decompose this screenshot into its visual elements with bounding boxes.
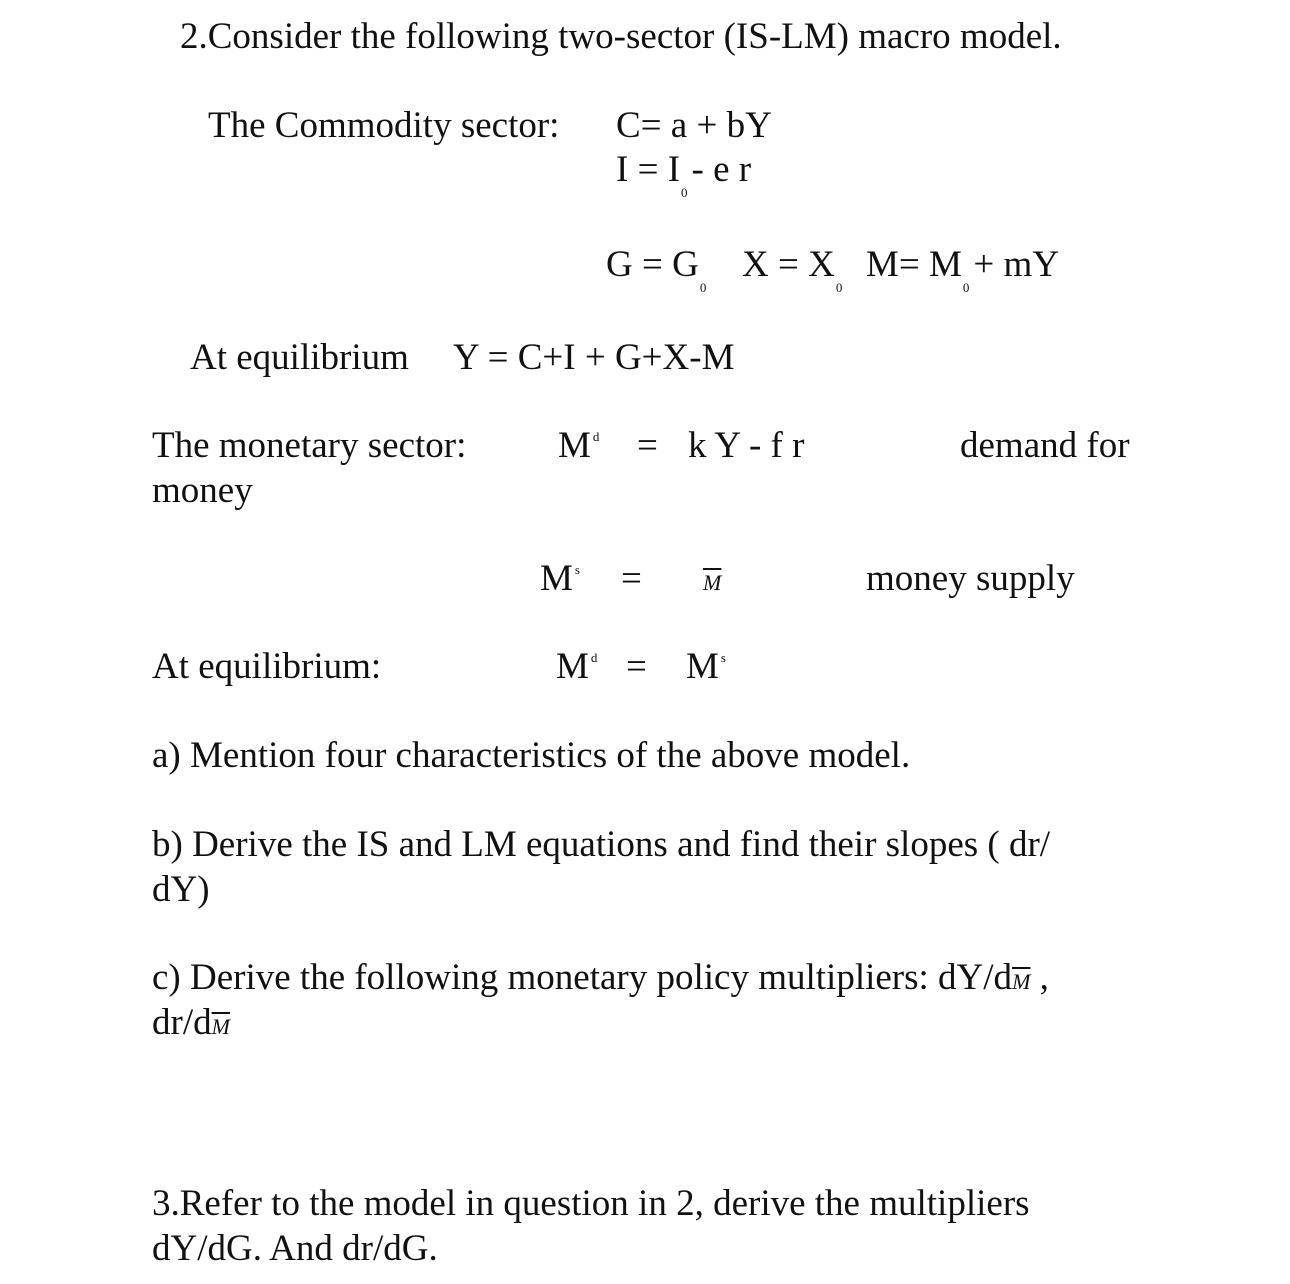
equilibrium-label: At equilibrium bbox=[190, 337, 409, 378]
investment-rhs: - e r bbox=[691, 149, 752, 190]
ms-superscript: s bbox=[574, 562, 580, 577]
commodity-sector-label: The Commodity sector: bbox=[208, 105, 560, 146]
money-supply-equals: = bbox=[621, 558, 642, 599]
money-equilibrium-rhs bbox=[686, 645, 726, 696]
money-supply-rhs: $\overline{M}$ bbox=[703, 570, 722, 595]
monetary-sector-label: The monetary sector: bbox=[152, 425, 467, 466]
m-rhs: + mY bbox=[973, 244, 1060, 285]
export-equation bbox=[742, 243, 846, 294]
g-lhs: G = G bbox=[606, 244, 699, 285]
consumption-equation: C= a + bY bbox=[616, 105, 772, 146]
money-equilibrium-label: At equilibrium: bbox=[152, 646, 382, 687]
part-c-mbar-2: $\overline{M}$ bbox=[211, 1014, 230, 1039]
money-supply-symbol bbox=[540, 557, 580, 608]
part-b-line-2: dY) bbox=[152, 869, 210, 910]
eq2-rhs: M bbox=[686, 646, 719, 687]
ms-symbol: M bbox=[540, 558, 573, 599]
part-c-text: c) Derive the following monetary policy multipliers: dY/d bbox=[152, 957, 1013, 998]
part-c-comma: , bbox=[1030, 957, 1049, 998]
money-equilibrium-lhs bbox=[556, 645, 597, 696]
part-c-line-2 bbox=[152, 1001, 230, 1049]
money-supply-description: money supply bbox=[866, 558, 1075, 599]
x-subscript: 0 bbox=[835, 280, 843, 295]
equilibrium-equation: Y = C+I + G+X-M bbox=[453, 337, 735, 378]
eq2-lhs: M bbox=[556, 646, 589, 687]
question-3-line-2: dY/dG. And dr/dG. bbox=[152, 1228, 438, 1269]
eq2-lhs-superscript: d bbox=[590, 650, 598, 665]
import-equation bbox=[866, 243, 1059, 294]
eq2-rhs-superscript: s bbox=[720, 650, 726, 665]
x-lhs: X = X bbox=[742, 244, 835, 285]
question-2-heading: 2.Consider the following two-sector (IS-LM) macro model. bbox=[180, 16, 1062, 57]
money-demand-description: demand for bbox=[960, 425, 1130, 466]
money-demand-rhs: k Y - f r bbox=[688, 425, 805, 466]
part-c-text-2: dr/d bbox=[152, 1002, 212, 1043]
money-demand-description-cont: money bbox=[152, 470, 253, 511]
investment-equation bbox=[616, 148, 751, 199]
investment-subscript: 0 bbox=[681, 185, 688, 200]
government-equation bbox=[606, 243, 710, 294]
m-lhs: M= M bbox=[866, 244, 962, 285]
part-b-line-1: b) Derive the IS and LM equations and find their slopes ( dr/ bbox=[152, 824, 1051, 865]
money-equilibrium-equals: = bbox=[626, 646, 647, 687]
money-demand-equals: = bbox=[637, 425, 658, 466]
part-a: a) Mention four characteristics of the above model. bbox=[152, 735, 911, 776]
investment-lhs: I = I bbox=[616, 149, 681, 190]
money-demand-symbol bbox=[558, 424, 599, 475]
money-supply-rhs-wrap bbox=[703, 557, 721, 605]
m-subscript: 0 bbox=[962, 280, 970, 295]
part-c-mbar: $\overline{M}$ bbox=[1012, 969, 1031, 994]
part-c-line-1 bbox=[152, 956, 1049, 1004]
md-symbol: M bbox=[558, 425, 591, 466]
md-superscript: d bbox=[592, 429, 600, 444]
question-3-line-1: 3.Refer to the model in question in 2, derive the multipliers bbox=[152, 1183, 1030, 1224]
g-subscript: 0 bbox=[699, 280, 707, 295]
